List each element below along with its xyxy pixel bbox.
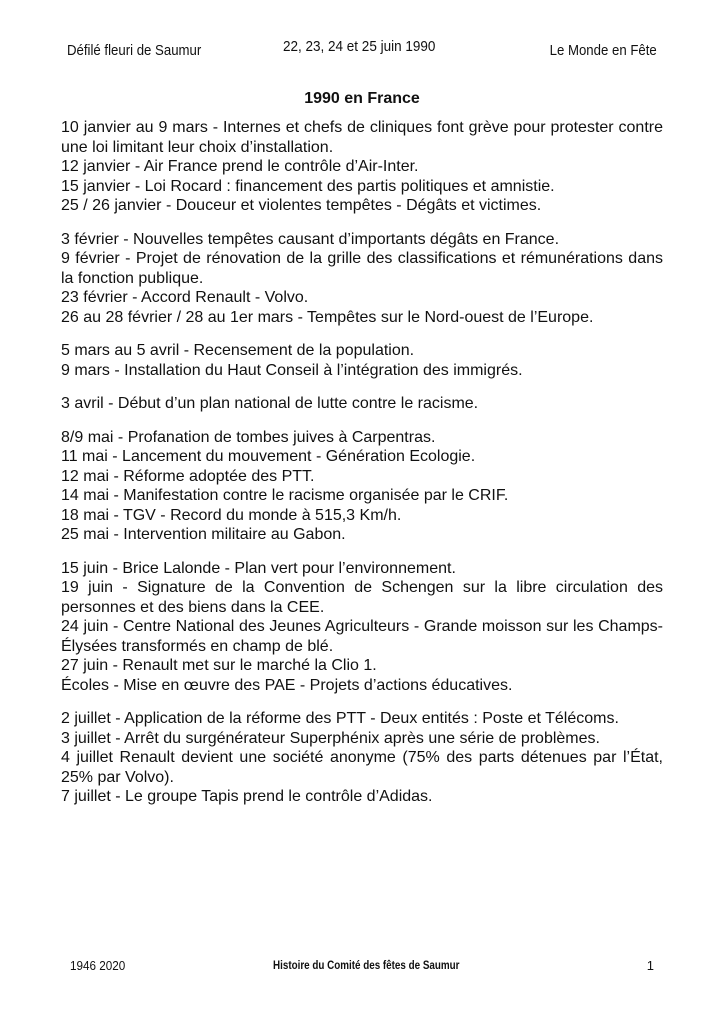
event-line: 2 juillet - Application de la réforme des PTT - Deux entités : Poste et Télécoms. [61,710,619,727]
group-march [61,341,663,380]
event-line: 11 mai - Lancement du mouvement - Génération Ecologie. [61,448,476,465]
event-line: 15 janvier - Loi Rocard : financement des partis politiques et amnistie. [61,177,555,195]
header-left-text: Défilé fleuri de Saumur [67,42,202,59]
event-line: 7 juillet - Le groupe Tapis prend le contrôle d’Adidas. [61,788,433,805]
event-line: 4 juillet Renault devient une société anonyme (75% des parts détenues par l’État, 25% par Volvo). [61,749,663,786]
group-february [61,230,663,328]
event-line: 10 janvier au 9 mars - Internes et chefs de cliniques font grève pour protester contre une loi limitant leur choix d’installation. [61,119,663,156]
event-list [61,118,663,821]
page-header [0,38,724,68]
event-line: 8/9 mai - Profanation de tombes juives à Carpentras. [61,428,436,446]
event-line: 14 mai - Manifestation contre le racisme organisée par le CRIF. [61,487,509,504]
event-line: 18 mai - TGV - Record du monde à 515,3 Km/h. [61,506,402,524]
header-center-date: 22, 23, 24 et 25 juin 1990 [283,38,436,55]
header-right-text: Le Monde en Fête [549,42,657,59]
event-line: 15 juin - Brice Lalonde - Plan vert pour l’environnement. [61,559,456,577]
event-line: Écoles - Mise en œuvre des PAE - Projets d’actions éducatives. [61,676,513,694]
event-line: 27 juin - Renault met sur le marché la Clio 1. [61,657,377,674]
group-april [61,394,663,414]
page-footer [0,958,724,978]
footer-title: Histoire du Comité des fêtes de Saumur [273,958,460,972]
event-line: 12 mai - Réforme adoptée des PTT. [61,467,315,485]
event-line: 5 mars au 5 avril - Recensement de la population. [61,342,415,359]
footer-years: 1946 2020 [70,958,126,973]
event-line: 26 au 28 février / 28 au 1er mars - Tempêtes sur le Nord-ouest de l’Europe. [61,308,594,326]
group-july [61,709,663,807]
event-line: 3 avril - Début d’un plan national de lutte contre le racisme. [61,395,479,412]
event-line: 3 juillet - Arrêt du surgénérateur Superphénix après une série de problèmes. [61,729,600,747]
group-january [61,118,663,216]
event-line: 25 mai - Intervention militaire au Gabon. [61,526,346,543]
page-number: 1 [646,958,654,973]
event-line: 25 / 26 janvier - Douceur et violentes tempêtes - Dégâts et victimes. [61,197,542,214]
event-line: 9 mars - Installation du Haut Conseil à l’intégration des immigrés. [61,361,523,379]
event-line: 12 janvier - Air France prend le contrôle d’Air-Inter. [61,158,419,175]
event-line: 19 juin - Signature de la Convention de Schengen sur la libre circulation des personnes et des biens dans la CEE. [61,579,663,616]
group-may [61,428,663,545]
page-title: 1990 en France [304,90,420,107]
event-line: 23 février - Accord Renault - Volvo. [61,289,309,306]
event-line: 3 février - Nouvelles tempêtes causant d’importants dégâts en France. [61,230,560,248]
event-line: 9 février - Projet de rénovation de la grille des classifications et rémunérations dans la fonction publique. [61,250,663,287]
event-line: 24 juin - Centre National des Jeunes Agriculteurs - Grande moisson sur les Champs-Élysées transformés en champ de blé. [61,618,663,655]
group-june [61,559,663,696]
